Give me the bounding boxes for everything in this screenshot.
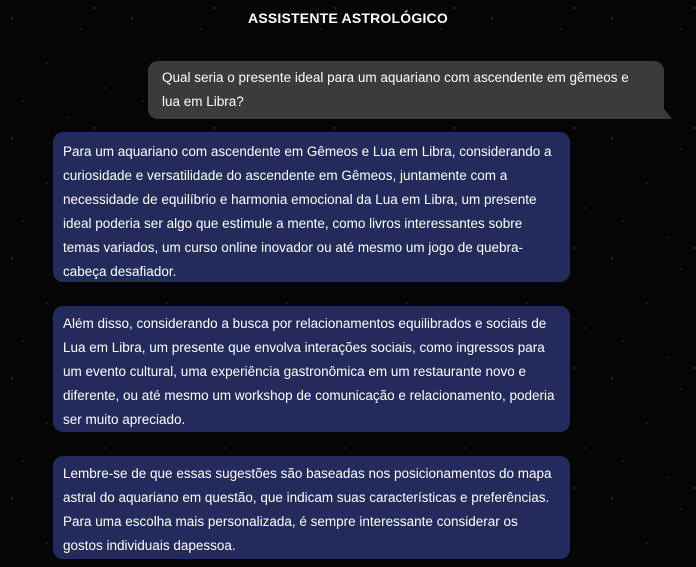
assistant-message-text: Lembre-se de que essas sugestões são baseadas nos posicionamentos do mapa astral do aquariano em questão, que indicam suas características e preferências. Para uma escolha mais personalizada, é sempre interessante considerar os gostos individuais dapessoa. bbox=[63, 466, 552, 553]
user-message-text: Qual seria o presente ideal para um aquariano com ascendente em gêmeos e lua em Libra? bbox=[162, 70, 629, 109]
assistant-message-text: Além disso, considerando a busca por relacionamentos equilibrados e sociais de Lua em Libra, um presente que envolva interações sociais, como ingressos para um evento cultural, uma experiência gastronômica em um restaurante novo e diferente, ou até mesmo um workshop de comunicação e relacionamento, poderia ser muito apreciado. bbox=[63, 316, 555, 427]
assistant-message-bubble bbox=[53, 456, 570, 559]
assistant-message-bubble bbox=[53, 306, 570, 432]
assistant-message-text: Para um aquariano com ascendente em Gêmeos e Lua em Libra, considerando a curiosidade e versatilidade do ascendente em Gêmeos, juntamente com a necessidade de equilíbrio e harmonia emocional da Lua em Libra, um presente ideal poderia ser algo que estimule a mente, como livros interessantes sobre temas variados, um curso online inovador ou até mesmo um jogo de quebra-cabeça desafiador. bbox=[63, 144, 552, 279]
page-title: ASSISTENTE ASTROLÓGICO bbox=[248, 10, 448, 26]
assistant-message-bubble bbox=[53, 132, 570, 282]
user-message-bubble bbox=[148, 61, 664, 119]
